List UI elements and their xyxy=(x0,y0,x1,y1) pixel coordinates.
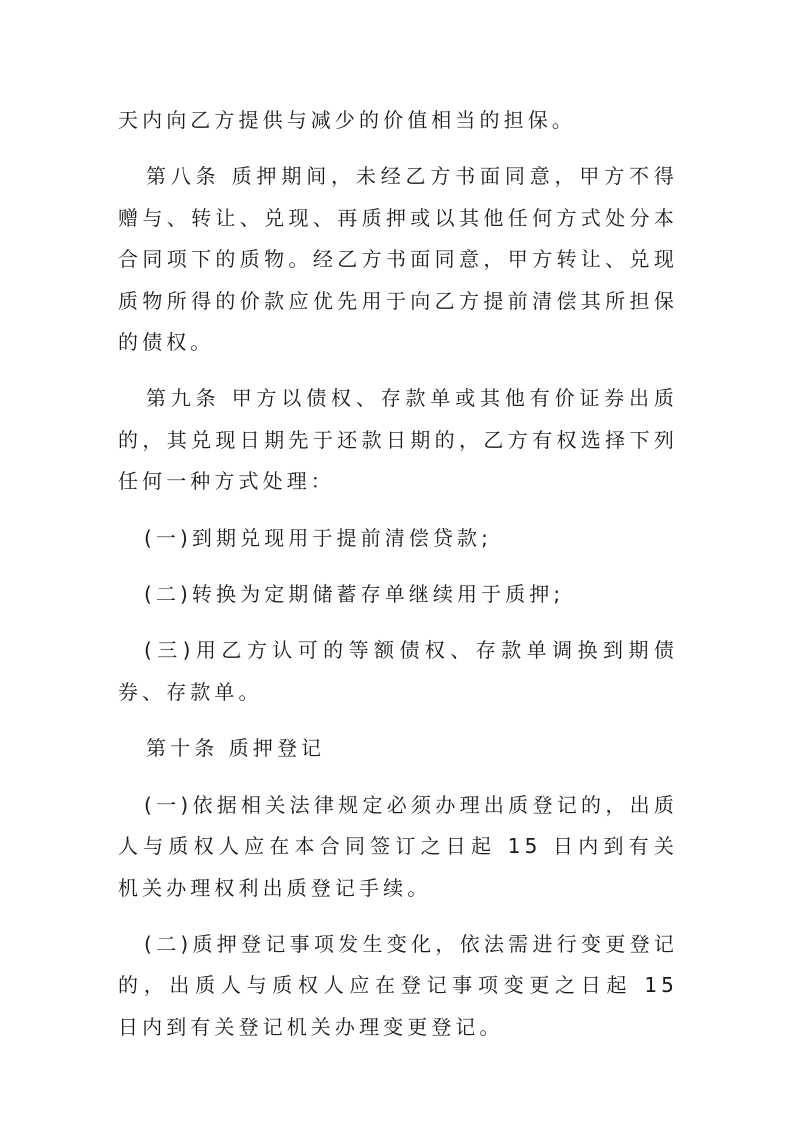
article-9-item-2: (二)转换为定期储蓄存单继续用于质押; xyxy=(144,582,565,607)
article-9-item-3: (三)用乙方认可的等额债权、存款单调换到期债券、存款单。 xyxy=(118,638,678,704)
article-9-paragraph: 第九条 甲方以债权、存款单或其他有价证券出质的，其兑现日期先于还款日期的，乙方有权选择下列任何一种方式处理： xyxy=(118,386,678,494)
article-10-item-2: (二)质押登记事项发生变化，依法需进行变更登记的，出质人与质权人应在登记事项变更之日起 15 日内到有关登记机关办理变更登记。 xyxy=(118,931,678,1039)
document-body xyxy=(118,100,678,1063)
paragraph-continuation: 天内向乙方提供与减少的价值相当的担保。 xyxy=(118,108,576,132)
article-10-item-1: (一)依据相关法律规定必须办理出质登记的，出质人与质权人应在本合同签订之日起 15 日内到有关机关办理权利出质登记手续。 xyxy=(118,792,678,900)
article-10-heading: 第十条 质押登记 xyxy=(146,736,326,761)
article-8-paragraph: 第八条 质押期间，未经乙方书面同意，甲方不得赠与、转让、兑现、再质押或以其他任何方式处分本合同项下的质物。经乙方书面同意，甲方转让、兑现质物所得的价款应优先用于向乙方提前清偿其所担保的债权。 xyxy=(118,164,678,355)
article-9-item-1: (一)到期兑现用于提前清偿贷款; xyxy=(144,525,492,550)
